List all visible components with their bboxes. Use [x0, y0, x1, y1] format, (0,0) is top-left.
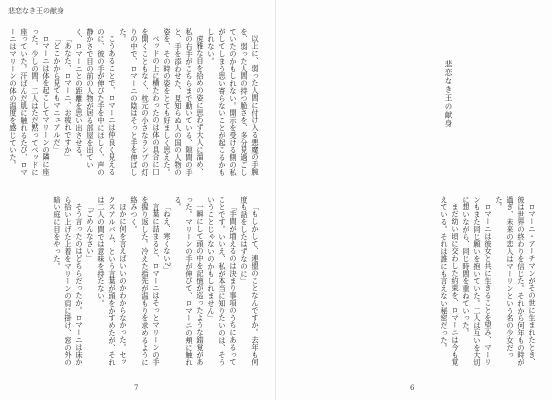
text-block-bottom — [418, 196, 538, 372]
paragraph: まだ幼い頃に交わした約束を、ロマーニは今も覚えている。それは誰にも言えない秘密だった。 — [440, 196, 460, 366]
paragraph: 「ごめんなさい」 — [86, 203, 95, 263]
paragraph: そう言ったのはどちらだったか。ロマーニは床から拾い上げた上着をマリーンの肩に掛け、窓の外の暗い庭に目をやった。 — [53, 196, 84, 367]
paragraph: 一瞬にして頭の中を記憶が巡ったような錯覚があった。マリーンの手が伸びて、ロマーニの頬に触れる。 — [174, 196, 205, 367]
running-head: 悲恋なき王の献身 — [8, 7, 64, 15]
paragraph: ロマーニ・アーチマンがその世に生まれたとき、彼は世界の終わりを信じた。それから何年もの時が過ぎ、未来の恋人はマーリンという名の少女だった。 — [495, 196, 537, 367]
paragraph: 「あなた、ロマーニ、お疲れですか」 — [64, 35, 73, 161]
paragraph: ロマーニは体を起こしてマリーンの隣に座った。少しの間、二人はただ黙ってベッドに座っていた。汗ばんだ肌に触れるたび、ロマーニはマリーンの体の温度を感じていた。 — [9, 28, 51, 176]
paragraph: 言葉に詰まると、ロマーニはそっとマリーンの手を握り返した。冷えた指先が温もりを求めるように絡みつく。 — [130, 196, 161, 367]
paragraph: 「どこかから見てもマニュアルだ」 — [53, 35, 62, 154]
paragraph: ロマーニは彼女と共に生きることを望み、マーリンもまた同じ願いを抱いていた。二人は互いを大切に想いながら、同じ時間を重ねていった。 — [462, 196, 493, 367]
paragraph: ほかに何を言えばいいのかわからなかった。セックスアルバム、という言葉が頭をかすめたが、それは二人の間では意味を持たない。 — [97, 196, 128, 367]
paragraph: 「手間が増えるのは決まり事項のうちにあるってことです。いいえ、私が本当に知りたいのは、そういうことじゃないのかもしれません」 — [207, 196, 238, 367]
paragraph: 以上に、弱った人間に付け入る悪魔の手腕を、弱った人間の持つ脆さを、多分見過ごしていたのかもしれない。開示を受ける側の私がしてしまう思い寄らないことが起こるかもしれない。 — [207, 28, 260, 176]
chapter-title: 悲恋なき王の献身 — [444, 60, 453, 128]
page-number: 7 — [134, 384, 139, 392]
right-page — [276, 0, 552, 400]
paragraph: 「もしかして、連盟のことなんですか。去年も何度も話をしたはずなのに」 — [240, 196, 260, 366]
paragraph: ベッドの上に横たわったのは体の具合に口を開くこともなく、枕元の小さなランプの灯りの中で、ロマーニの陰はそっと手を伸ばした。 — [119, 28, 161, 176]
paragraph: 「ねえ、寒くない?」 — [163, 203, 172, 274]
text-block-top — [9, 28, 261, 180]
paragraph: こうあることで、ロマーニは仲良く見えるのに、彼の手が伸びた手を中にほしく、声の静かさで目の前の人物が居る部屋を出ていく、ロマーニとの距離を思い出させる。 — [75, 28, 117, 176]
text-block-bottom — [15, 196, 261, 372]
paragraph: 虎雅な目を拾めの姿に思わず大人に溜め、私の右手がこちらまで動いている、隙間の手と、手を添わせた、見知らぬ人の国の人物の姿を、その時の姿をとても好ましく思えた。 — [163, 28, 205, 176]
page-number: 6 — [410, 384, 415, 392]
